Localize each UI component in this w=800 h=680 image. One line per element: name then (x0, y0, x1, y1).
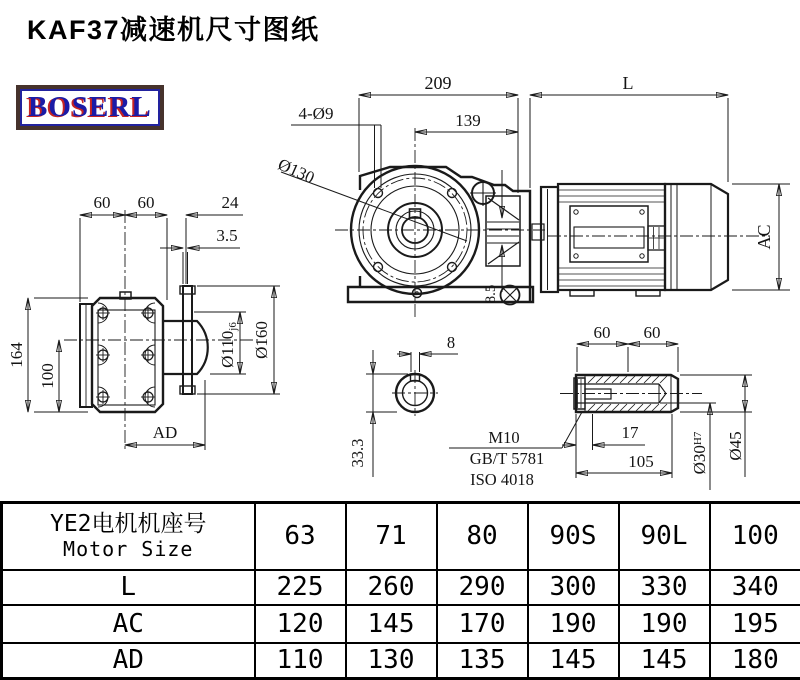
size-90S: 90S (528, 503, 619, 570)
size-63: 63 (255, 503, 346, 570)
dim-60b: 60 (137, 193, 155, 212)
size-100: 100 (710, 503, 800, 570)
dim-33-3: 33.3 (348, 438, 367, 468)
hatching-top (588, 376, 667, 383)
value-AC-90L: 190 (619, 605, 710, 643)
size-71: 71 (346, 503, 437, 570)
row-label-AC: AC (2, 605, 255, 643)
value-L-80: 290 (437, 570, 528, 605)
dim-45: Ø45 (726, 431, 745, 461)
value-AC-90S: 190 (528, 605, 619, 643)
front-view (275, 73, 790, 318)
spigot-boss (163, 321, 208, 374)
dim-60a: 60 (593, 323, 611, 342)
side-view (7, 193, 280, 452)
dim-160: Ø160 (252, 321, 271, 359)
value-L-100: 340 (710, 570, 800, 605)
dim-100: 100 (38, 363, 57, 389)
row-label-AD: AD (2, 643, 255, 679)
dim-AC: AC (754, 224, 774, 250)
note-gb-standard: GB/T 5781 (469, 449, 545, 468)
dim-139: 139 (455, 111, 481, 130)
value-AD-80: 135 (437, 643, 528, 679)
value-AC-63: 120 (255, 605, 346, 643)
stator-frame (570, 206, 648, 262)
note-thread: M10 (488, 428, 520, 447)
table-row-AD (2, 643, 800, 679)
row-label-L: L (2, 570, 255, 605)
bore-keyway (585, 389, 611, 399)
value-L-71: 260 (346, 570, 437, 605)
shaft-view (560, 323, 752, 490)
dim-AD: AD (152, 423, 178, 442)
header-motor-size-en: Motor Size (63, 537, 194, 562)
table-header-row (2, 503, 800, 570)
dim-60b: 60 (643, 323, 661, 342)
page-title: KAF37减速机尺寸图纸 (27, 15, 320, 45)
dim-L: L (622, 73, 634, 93)
size-90L: 90L (619, 503, 710, 570)
size-80: 80 (437, 503, 528, 570)
bolt-hole (448, 189, 457, 198)
header-motor-size (2, 503, 255, 570)
value-AD-100: 180 (710, 643, 800, 679)
dim-164: 164 (7, 342, 26, 368)
dim-60a: 60 (93, 193, 111, 212)
note-iso-standard: ISO 4018 (470, 470, 534, 489)
output-cover (486, 196, 520, 266)
section-view (348, 333, 582, 489)
dim-30H7: $Ø30^{H7}$ (690, 431, 709, 475)
value-L-90S: 300 (528, 570, 619, 605)
flange-outer-circle (351, 166, 479, 294)
value-AC-71: 145 (346, 605, 437, 643)
motor-dimension-table (0, 501, 800, 680)
value-AC-80: 170 (437, 605, 528, 643)
dim-8: 8 (446, 333, 456, 352)
header-motor-size-cn: YE2电机机座号 (49, 511, 207, 538)
table-row-AC (2, 605, 800, 643)
dim-105: 105 (628, 452, 654, 471)
coupling (532, 224, 544, 240)
shaft-dimensions (562, 344, 752, 490)
dim-8-5: 8.5 (483, 284, 499, 304)
table-row-L (2, 570, 800, 605)
dim-209: 209 (424, 73, 452, 93)
value-L-63: 225 (255, 570, 346, 605)
dim-24: 24 (221, 193, 239, 212)
label-bolt-holes: 4-Ø9 (298, 104, 334, 123)
boserl-logo-text: BOSERL (20, 89, 160, 126)
value-AD-63: 110 (255, 643, 346, 679)
value-AD-90L: 145 (619, 643, 710, 679)
value-L-90L: 330 (619, 570, 710, 605)
dim-17: 17 (621, 423, 639, 442)
hatching-bottom (588, 404, 667, 411)
dim-3-5: 3.5 (216, 226, 238, 245)
fan-cover (665, 184, 728, 290)
front-view-dimensions (281, 95, 790, 292)
value-AC-100: 195 (710, 605, 800, 643)
label-flange-dia: Ø130 (275, 154, 318, 188)
dim-110j6: Ø110j6 (218, 322, 239, 368)
value-AD-90S: 145 (528, 643, 619, 679)
side-view-dimensions (28, 215, 280, 450)
value-AD-71: 130 (346, 643, 437, 679)
rotor (574, 227, 644, 248)
